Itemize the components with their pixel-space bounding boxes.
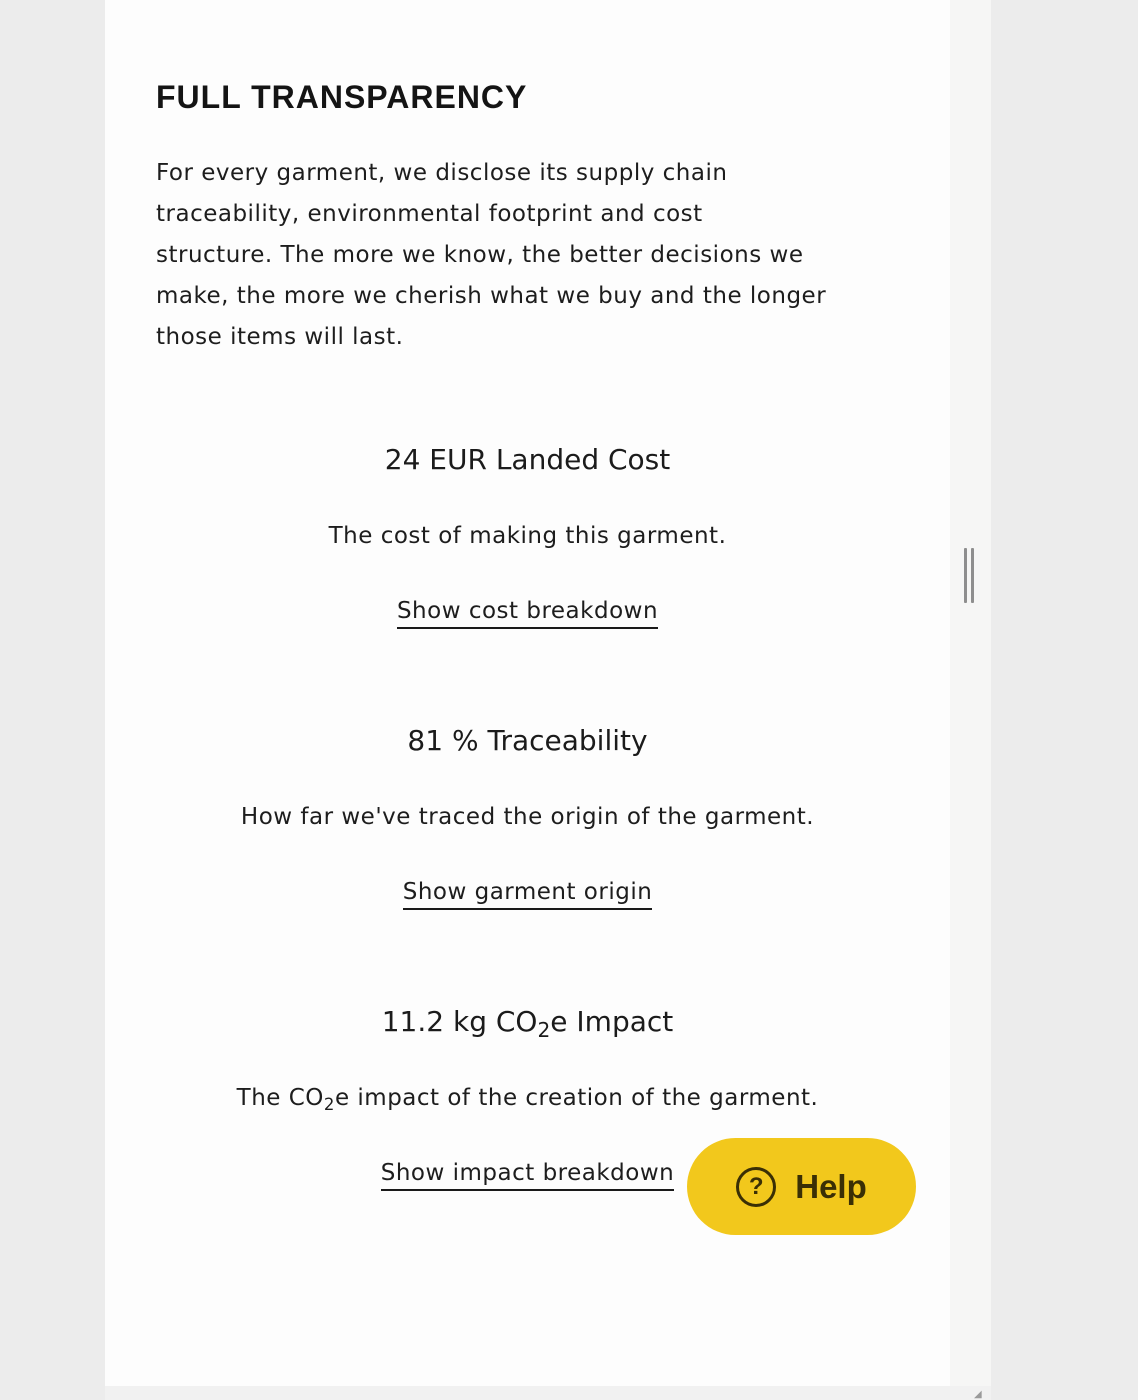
co2e-impact-description [105,1083,950,1113]
side-rail [950,0,991,1400]
intro-line: structure. The more we know, the better decisions we [156,242,804,268]
question-circle-icon: ? [736,1167,776,1207]
intro-paragraph [156,153,916,358]
co2e-subscript: 2 [323,1094,335,1114]
landed-cost-title: 24 EUR Landed Cost [384,443,671,476]
intro-line: traceability, environmental footprint and cost [156,201,703,227]
landed-cost-description: The cost of making this garment. [328,523,727,549]
show-impact-breakdown-link[interactable]: Show impact breakdown [381,1160,675,1191]
help-button[interactable] [687,1138,916,1235]
corner-resize-icon: ◢ [974,1389,982,1400]
help-label: Help [795,1167,867,1205]
co2e-description-suffix: e impact of the creation of the garment. [334,1085,819,1111]
resize-handle-bar [971,548,974,603]
co2e-impact-title [105,1005,950,1042]
section-heading: FULL TRANSPARENCY [156,79,528,115]
cost-breakdown-link-row [105,596,950,626]
co2e-subscript: 2 [537,1017,551,1042]
intro-line: those items will last. [156,324,404,350]
show-garment-origin-link[interactable]: Show garment origin [403,879,653,910]
show-cost-breakdown-link[interactable]: Show cost breakdown [397,598,658,629]
resize-handle-bar [964,548,967,603]
bottom-strip [105,1386,991,1400]
resize-handle[interactable] [963,548,975,603]
intro-line: make, the more we cherish what we buy and the longer [156,283,827,309]
co2e-impact-title-prefix: 11.2 kg CO [381,1005,538,1038]
co2e-description-prefix: The CO [236,1085,324,1111]
co2e-impact-title-suffix: e Impact [550,1005,674,1038]
traceability-description: How far we've traced the origin of the garment. [240,804,815,830]
traceability-title: 81 % Traceability [407,724,648,757]
intro-line: For every garment, we disclose its supply chain [156,160,728,186]
garment-origin-link-row [105,877,950,907]
